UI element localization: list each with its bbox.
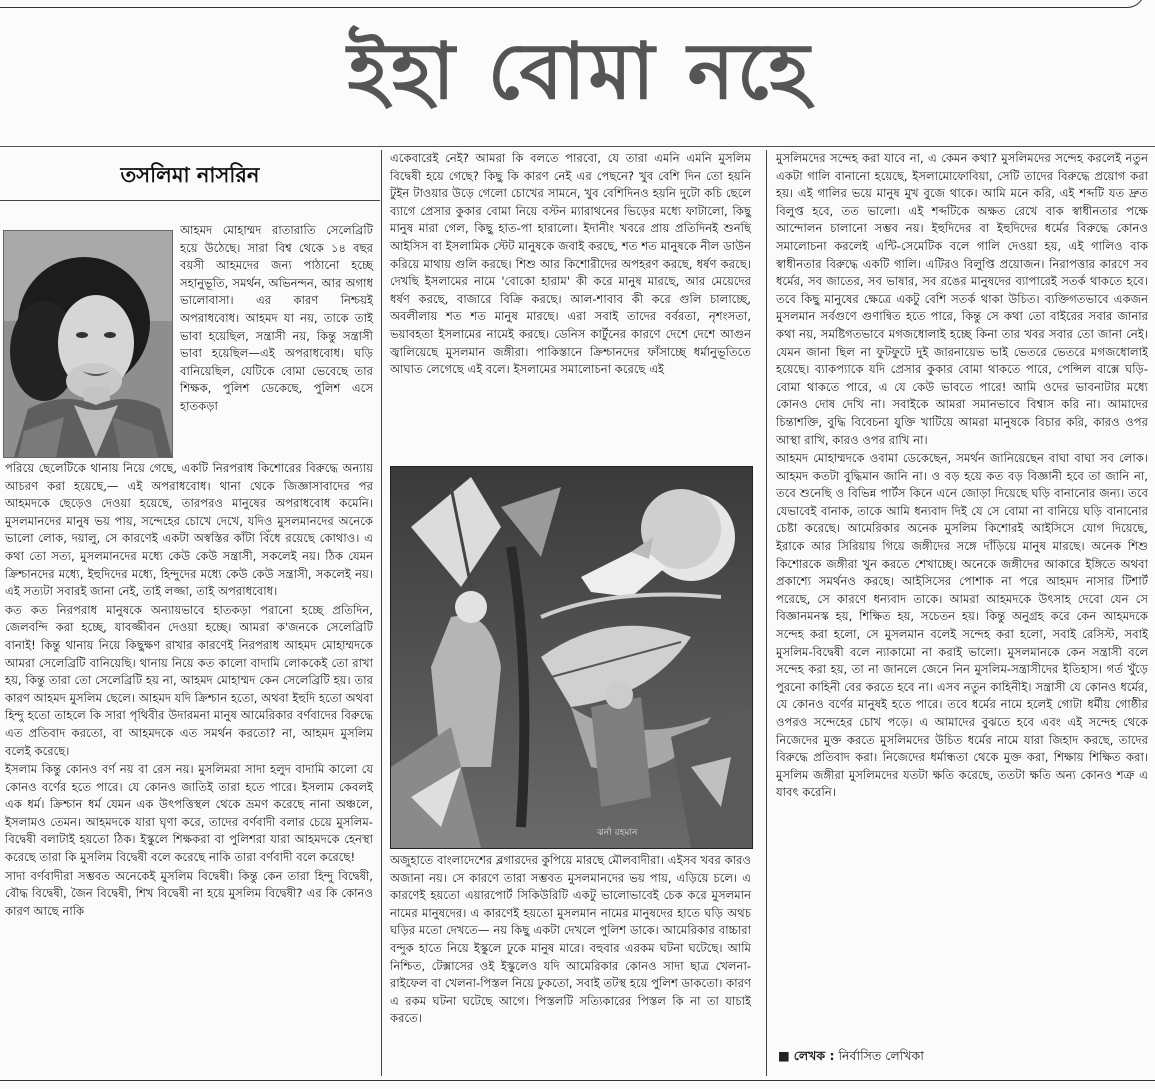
painting-signature: ঝর্না রহমান: [597, 828, 638, 838]
col2-top: [390, 150, 751, 462]
column-rule-1: [381, 150, 382, 1076]
author-note-label: লেখক :: [793, 1048, 835, 1063]
byline: তসলিমা নাসরিন: [120, 161, 260, 187]
author-note-marker: ■: [778, 1048, 790, 1063]
col1-paragraph-0: আহমদ মোহাম্মদ রাতারাতি সেলেব্রিটি হয়ে উঠেছে। সারা বিশ্ব থেকে ১৪ বছর বয়সী আহমদের জন্য পাঠানো হচ্ছে সহানুভূতি, সমর্থন, অভিনন্দন, আর অগাধ ভালোবাসা। এর কারণ নিশ্চয়ই অপরাধবোধ। আহমদ যা নয়, তাকে তাই ভাবা হয়েছিল, সন্ত্রাসী নয়, কিন্তু সন্ত্রাসী ভাবা হয়েছিল—এই অপরাধবোধ। ঘড়ি বানিয়েছিল, যেটিকে বোমা ভেবেছে তার শিক্ষক, পুলিশ ডেকেছে, পুলিশ এসে হাতকড়া: [180, 223, 373, 413]
column-rule-2: [766, 150, 767, 1076]
painting-illustration: [390, 466, 753, 849]
headline: ইহা বোমা নহে: [347, 25, 813, 117]
col1-paragraph-3: ইসলাম কিন্তু কোনও বর্ণ নয় বা রেস নয়। মুসলিমরা সাদা হলুদ বাদামি কালো যে কোনও বর্ণের হতে পারে। যে কোনও জাতিই তারা হতে পারে। ইসলাম কেবলই এক ধর্ম। ক্রিশ্চান ধর্ম যেমন এক উৎপত্তিস্থল থেকে ভ্রমণ করেছে নানা অঞ্চলে, ইসলামও তেমন। আহমদকে যারা ঘৃণা করে, তাদের বর্ণবাদী বলার চেয়ে মুসলিম-বিদ্বেষী বলাটাই হয়তো ঠিক। ইস্কুলে শিক্ষকরা বা পুলিশরা যারা আহমদকে হেনস্থা করেছে তারা কি মুসলিম বিদ্বেষী বলে করেছে নাকি তারা বর্ণবাদী বলে করেছে!: [5, 762, 373, 865]
author-note: [778, 1048, 1148, 1068]
bottom-rule: [0, 1080, 1155, 1081]
col2-paragraph-1: অজুহাতে বাংলাদেশের ব্লগারদের কুপিয়ে মারছে মৌলবাদীরা। এইসব খবর কারও অজানা নয়। সে কারণে তারা সম্ভবত মুসলমানদের ভয় পায়, এড়িয়ে চলে। এ কারণেই হয়তো এয়ারপোর্ট সিকিউরিটি একটু ভালোভাবেই চেক করে মুসলমান নামের মানুষদের। এ কারণেই হয়তো মুসলমান নামের মানুষদের হাতে ঘড়ি অথচ ঘড়ির মতো দেখতে— নয় কিছু একটা দেখলে পুলিশ ডাকে। আমেরিকার বাচ্চারা বন্দুক হাতে নিয়ে ইস্কুলে ঢুকে মানুষ মারে। বহুবার এরকম ঘটনা ঘটেছে। আমি নিশ্চিত, টেক্সাসের ওই ইস্কুলেও যদি আমেরিকার কোনও সাদা ছাত্র খেলনা-রাইফেল বা খেলনা-পিস্তল নিয়ে ঢুকতো, সবাই তটস্থ হয়ে পুলিশ ডাকতো। কারণ এ রকম ঘটনা ঘটেছে আগে। পিস্তলটি সত্যিকারের পিস্তল কি না তা যাচাই করতে।: [390, 853, 751, 1026]
col1-body: [5, 460, 373, 1080]
author-note-value: নির্বাসিত লেখিকা: [838, 1048, 924, 1063]
author-photo: [3, 230, 173, 458]
col1-beside-photo: [180, 222, 373, 462]
col1-paragraph-4: সাদা বর্ণবাদীরা সম্ভবত অনেকেই মুসলিম বিদ্বেষী। কিন্তু কেন তারা হিন্দু বিদ্বেষী, বৌদ্ধ বিদ্বেষী, জৈন বিদ্বেষী, শিখ বিদ্বেষী না হয়ে মুসলিম বিদ্বেষী? এর কি কোনও কারণ আছে নাকি: [5, 868, 373, 918]
col1-paragraph-1: পরিয়ে ছেলেটিকে থানায় নিয়ে গেছে, একটি নিরপরাধ কিশোরের বিরুদ্ধে অন্যায় আচরণ করা হয়েছে,— এই অপরাধবোধ। থানা থেকে জিজ্ঞাসাবাদের পর আহমদকে ছেড়েও দেওয়া হয়েছে, তারপরও মানুষের অপরাধবোধ কমেনি। মুসলমানদের মানুষ ভয় পায়, সন্দেহের চোখে দেখে, যদিও মুসলমানদের অনেকে ভালো লোক, দয়ালু, সে কারণেই একটা অস্বস্তির কাঁটা বিঁধে রয়েছে কোথাও। এ কথা তো সত্য, মুসলমানদের মধ্যে কেউ কেউ সন্ত্রাসী, সকলেই নয়। ঠিক যেমন ক্রিশ্চানদের মধ্যে, ইহুদিদের মধ্যে, হিন্দুদের মধ্যে কেউ কেউ সন্ত্রাসী, সকলেই নয়। এই সত্যটা সবারই জানা নেই, তাই লজ্জা, তাই অপরাধবোধ।: [5, 461, 373, 599]
byline-rule: [0, 200, 380, 201]
headline-rule: [0, 146, 1155, 147]
page-frame-top: [0, 0, 1145, 8]
col3-paragraph-1: আহমদ মোহাম্মদকে ওবামা ডেকেছেন, সমর্থন জানিয়েছেন বাঘা বাঘা সব লোক। আহমদ কতটা বুদ্ধিমান জানি না। ও বড় হয়ে কত বড় বিজ্ঞানী হবে তা জানি না, তবে শুনেছি ও বিভিন্ন পার্টস কিনে এনে জোড়া দিয়েছে ঘড়ি বানানোর জন্য। তবে যেভাবেই বানাক, তাকে আমি ধন্যবাদ দিই যে সে বোমা না বানিয়ে ঘড়ি বানানোর চেষ্টা করেছে। আমেরিকার অনেক মুসলিম কিশোরই আইসিসে যোগ দিয়েছে, ইরাকে আর সিরিয়ায় গিয়ে জঙ্গীদের সঙ্গে দাঁড়িয়ে মানুষ মারছে। অনেক শিশু কিশোরকে জঙ্গীরা খুন করতে শেখাচ্ছে। অনেকে জঙ্গীদের আকারে ইঙ্গিতে অথবা প্রকাশ্যে সমর্থনও করছে। আইসিসের পোশাক না পরে আহমদ নাসার টিশার্ট পরেছে, সে কারণে ধন্যবাদ তাকে। আমরা আহমদকে উৎসাহ দেবো যেন সে বিজ্ঞানমনস্ক হয়, শিক্ষিত হয়, সচেতন হয়। কিন্তু অনুগ্রহ করে কেন আহমদকে সন্দেহ করা হলো, সে মুসলমান বলেই সন্দেহ করা হলো, সবাই রেসিস্ট, সবাই মুসলিম-বিদ্বেষী বলে ন্যাকামো না করাই ভালো। মুসলমানকে কেন সন্ত্রাসী বলে সন্দেহ করা হয়, তা না জানলে জেনে নিন মুসলিম-সন্ত্রাসীদের ইতিহাস। গর্ত খুঁড়ে পুরনো কাহিনী বের করতে হবে না। এসব নতুন কাহিনীই। সন্ত্রাসী যে কোনও ধর্মের, যে কোনও বর্ণের মানুষই হতে পারে। তবে ধর্মের নামে হলেই গোটা ধর্মীয় গোষ্ঠীর ওপরও সন্দেহের চোখ পড়ে। এ আমাদের বুঝতে হবে এবং এই সন্দেহ থেকে নিজেদের মুক্ত করতে মুসলিমদের উচিত ধর্মের নামে যারা জিহাদ করছে, তাদের বিরুদ্ধে প্রতিবাদ করা। নিজেদের ধর্মান্ধতা থেকে মুক্ত করা, শিক্ষায় শিক্ষিত করা। মুসলিম জঙ্গীরা মুসলিমদের যতটা ক্ষতি করেছে, ততটা ক্ষতি অন্য কোনও শত্রু এ যাবৎ করেনি।: [776, 451, 1148, 800]
col1-paragraph-2: কত কত নিরপরাধ মানুষকে অন্যায়ভাবে হাতকড়া পরানো হচ্ছে প্রতিদিন, জেলবন্দি করা হচ্ছে, যাবজ্জীবন দেওয়া হচ্ছে। আমরা ক'জনকে সেলেব্রিটি বানাই! কিন্তু থানায় নিয়ে কিছুক্ষণ রাখার কারণেই নিরপরাধ আহমদ মোহাম্মদকে আমরা সেলেব্রিটি বানিয়েছি। থানায় নিয়ে কত কালো বাদামি লোককেই তো রাখা হয়, কিন্তু তারা তো সেলেব্রিটি হয় না, আহমদ মোহাম্মদ কেন সেলেব্রিটি হয়। তার কারণ আহমদ মুসলিম ছেলে। আহমদ যদি ক্রিশ্চান হতো, অথবা ইহুদি হতো অথবা হিন্দু হতো তাহলে কি সারা পৃথিবীর উদারমনা মানুষ আমেরিকার বর্ণবাদের বিরুদ্ধে এত প্রতিবাদ করতো, বা আহমদকে এত সমর্থন করতো? না, আহমদ মুসলিম বলেই করেছে।: [5, 602, 373, 758]
col3-body: [776, 150, 1148, 1045]
col3-paragraph-0: মুসলিমদের সন্দেহ করা যাবে না, এ কেমন কথা? মুসলিমদের সন্দেহ করলেই নতুন একটা গালি বানানো হয়েছে, ইসলামোফোবিয়া, সেটি তাদের বিরুদ্ধে প্রয়োগ করা হয়। এই গালির ভয়ে মানুষ মুখ বুজে থাকে। আমি মনে করি, এই শব্দটি যত দ্রুত বিলুপ্ত হবে, তত ভালো। এই শব্দটিকে অক্ষত রেখে বাক স্বাধীনতার পক্ষে আন্দোলন চালানো সম্ভব নয়। ইহুদিদের বা ইহুদিদের ধর্মের বিরুদ্ধে কোনও সমালোচনা করলেই এন্টি-সেমেটিক বলে গালি দেওয়া হয়, এই গালিও বাক স্বাধীনতার বিরুদ্ধে একটি গালি। এটিরও বিলুপ্তি প্রয়োজন। নিরাপত্তার কারণে সব ধর্মের, সব জাতের, সব ভাষার, সব রঙের মানুষদের ব্যাপারেই সতর্ক থাকতে হবে। তবে কিছু মানুষের ক্ষেত্রে একটু বেশি সতর্ক থাকা উচিত। ব্যক্তিগতভাবে একজন মুসলমান সর্বগুণে গুণান্বিত হতে পারে, কিন্তু সে কথা তো বাইরের সবার জানার কথা নয়, সমষ্টিগতভাবে মগজধোলাই হচ্ছে কিনা তার খবর সবার তো জানা নেই। যেমন জানা ছিল না ফুটফুটে দুই জারনায়েভ ভাই ভেতরে ভেতরে মগজধোলাই হয়েছে। ব্যাকপ্যাকে যদি প্রেসার কুকার বোমা থাকতে পারে, পেন্সিল বাক্সে ঘড়ি-বোমা থাকতে পারে, এ যে কেউ ভাবতে পারে! আমি ওদের ভাবনাটার মধ্যে কোনও দোষ দেখি না। সবাইকে আমরা সমানভাবে বিশ্বাস করি না। আমাদের চিন্তাশক্তি, বুদ্ধি বিবেচনা যুক্তি খাটিয়ে আমরা মানুষকে বিচার করি, কারও ওপর আস্থা রাখি, কারও ওপর রাখি না।: [776, 151, 1148, 447]
col2-bottom: [390, 852, 751, 1077]
col2-paragraph-0: একেবারেই নেই? আমরা কি বলতে পারবো, যে তারা এমনি এমনি মুসলিম বিদ্বেষী হয়ে গেছে? কিছু কি কারণ নেই এর পেছনে? খুব বেশি দিন তো হয়নি টুইন টাওয়ার উড়ে গেলো চোখের সামনে, খুব বেশিদিনও হয়নি দুটো কচি ছেলে ব্যাগে প্রেসার কুকার বোমা নিয়ে বস্টন ম্যারাথনের ভিড়ের মধ্যে ফাটালো, কিছু মানুষ মারা গেল, কিছু হাত-পা হারালো। ইদানীং খবরে প্রায় প্রতিদিনই শুনছি আইসিস বা ইসলামিক স্টেট মানুষকে জবাই করছে, শত শত মানুষকে নীল ডাউন করিয়ে মাথায় গুলি করছে। শিশু আর কিশোরীদের অপহরণ করছে, ধর্ষণ করছে। দেখছি ইসলামের নামে 'বোকো হারাম' কী করে মানুষ মারছে, আর মেয়েদের ধর্ষণ করছে, বাজারে বিক্রি করছে। আল-শাবাব কী করে গুলি চালাচ্ছে, অবলীলায় শত শত মানুষ মারছে। এরা সবাই তাদের বর্বরতা, নৃশংসতা, ভয়াবহতা ইসলামের নামেই করছে। ডেনিস কার্টুনের কারণে দেশে দেশে আগুন জ্বালিয়েছে মুসলমান জঙ্গীরা। পাকিস্তানে ক্রিশ্চানদের ফাঁসাচ্ছে ধর্মানুভূতিতে আঘাত লেগেছে এই বলে। ইসলামের সমালোচনা করেছে এই: [390, 151, 751, 377]
